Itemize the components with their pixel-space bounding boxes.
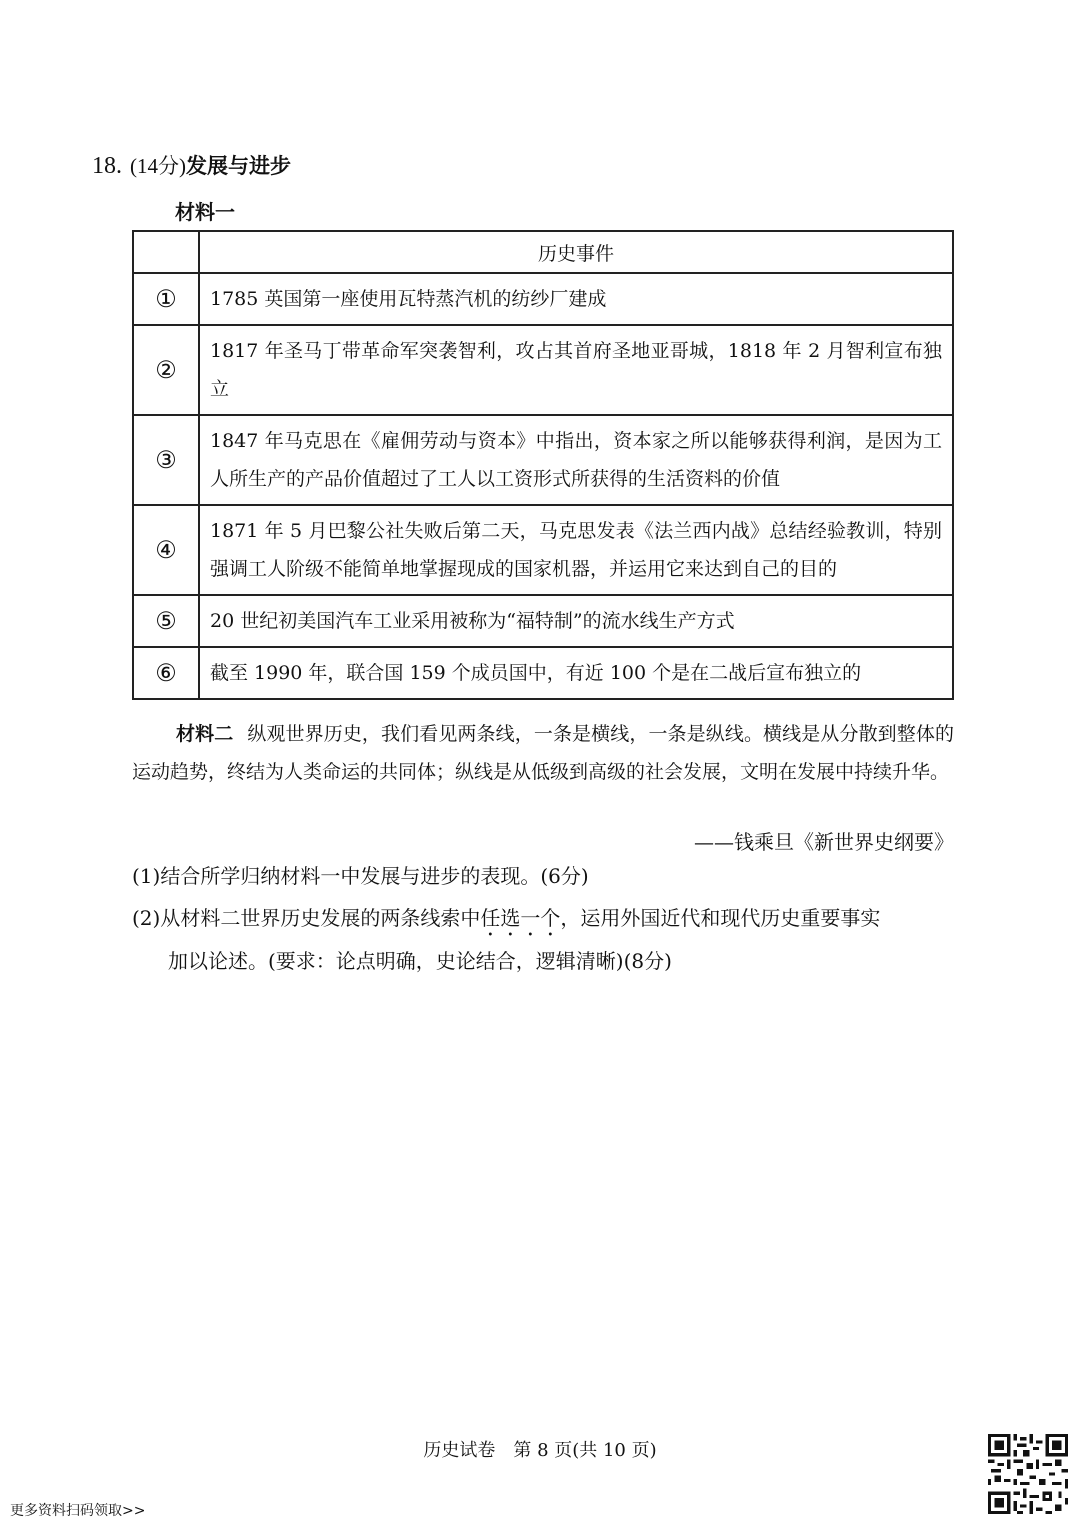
- question-title: 发展与进步: [186, 154, 291, 178]
- events-header-cell: 历史事件: [199, 231, 953, 273]
- qr-code-icon: [988, 1434, 1068, 1514]
- material2-paragraph: [132, 715, 954, 791]
- q2-emphasis: 任选一个: [480, 906, 561, 930]
- row-text: 20 世纪初美国汽车工业采用被称为“福特制”的流水线生产方式: [199, 595, 953, 647]
- sub-question-2: [132, 898, 954, 981]
- table-row: [133, 505, 953, 595]
- row-index: ①: [133, 273, 199, 325]
- question-number: 18.: [92, 153, 122, 179]
- row-text: 1847 年马克思在《雇佣劳动与资本》中指出，资本家之所以能够获得利润，是因为工人所生产的产品价值超过了工人以工资形式所获得的生活资料的价值: [199, 415, 953, 505]
- row-index: ②: [133, 325, 199, 415]
- row-index: ⑥: [133, 647, 199, 699]
- row-index: ③: [133, 415, 199, 505]
- page-footer: 历史试卷 第 8 页(共 10 页): [423, 1440, 657, 1461]
- material2-label: 材料二: [176, 723, 234, 745]
- table-row: [133, 647, 953, 699]
- row-index: ⑤: [133, 595, 199, 647]
- row-text: 1785 英国第一座使用瓦特蒸汽机的纺纱厂建成: [199, 273, 953, 325]
- material2-text: 纵观世界历史，我们看见两条线，一条是横线，一条是纵线。横线是从分散到整体的运动趋势，终结为人类命运的共同体；纵线是从低级到高级的社会发展，文明在发展中持续升华。: [132, 723, 954, 783]
- table-row: [133, 595, 953, 647]
- q2-text-part1: (2)从材料二世界历史发展的两条线索中: [132, 906, 481, 930]
- row-text: 1817 年圣马丁带革命军突袭智利，攻占其首府圣地亚哥城，1818 年 2 月智利宣布独立: [199, 325, 953, 415]
- q2-text-part2: ，运用外国近代和现代历史重要事实: [560, 906, 881, 930]
- question-score: (14分): [130, 154, 186, 178]
- question-header: [92, 150, 291, 180]
- sub-question-1: (1)结合所学归纳材料一中发展与进步的表现。(6分): [132, 864, 589, 888]
- corner-note: 更多资料扫码领取>>: [10, 1503, 146, 1519]
- table-row: [133, 273, 953, 325]
- row-text: 1871 年 5 月巴黎公社失败后第二天，马克思发表《法兰西内战》总结经验教训，特别强调工人阶级不能简单地掌握现成的国家机器，并运用它来达到自己的目的: [199, 505, 953, 595]
- row-text: 截至 1990 年，联合国 159 个成员国中，有近 100 个是在二战后宣布独立的: [199, 647, 953, 699]
- row-index: ④: [133, 505, 199, 595]
- material1-label: 材料一: [175, 200, 235, 224]
- index-header-cell: [133, 231, 199, 273]
- table-row: [133, 325, 953, 415]
- q2-continuation: 加以论述。(要求：论点明确，史论结合，逻辑清晰)(8分): [168, 949, 672, 973]
- table-row: [133, 415, 953, 505]
- events-table: [132, 230, 954, 700]
- material2-source: ——钱乘旦《新世界史纲要》: [694, 830, 954, 854]
- table-header-row: [133, 231, 953, 273]
